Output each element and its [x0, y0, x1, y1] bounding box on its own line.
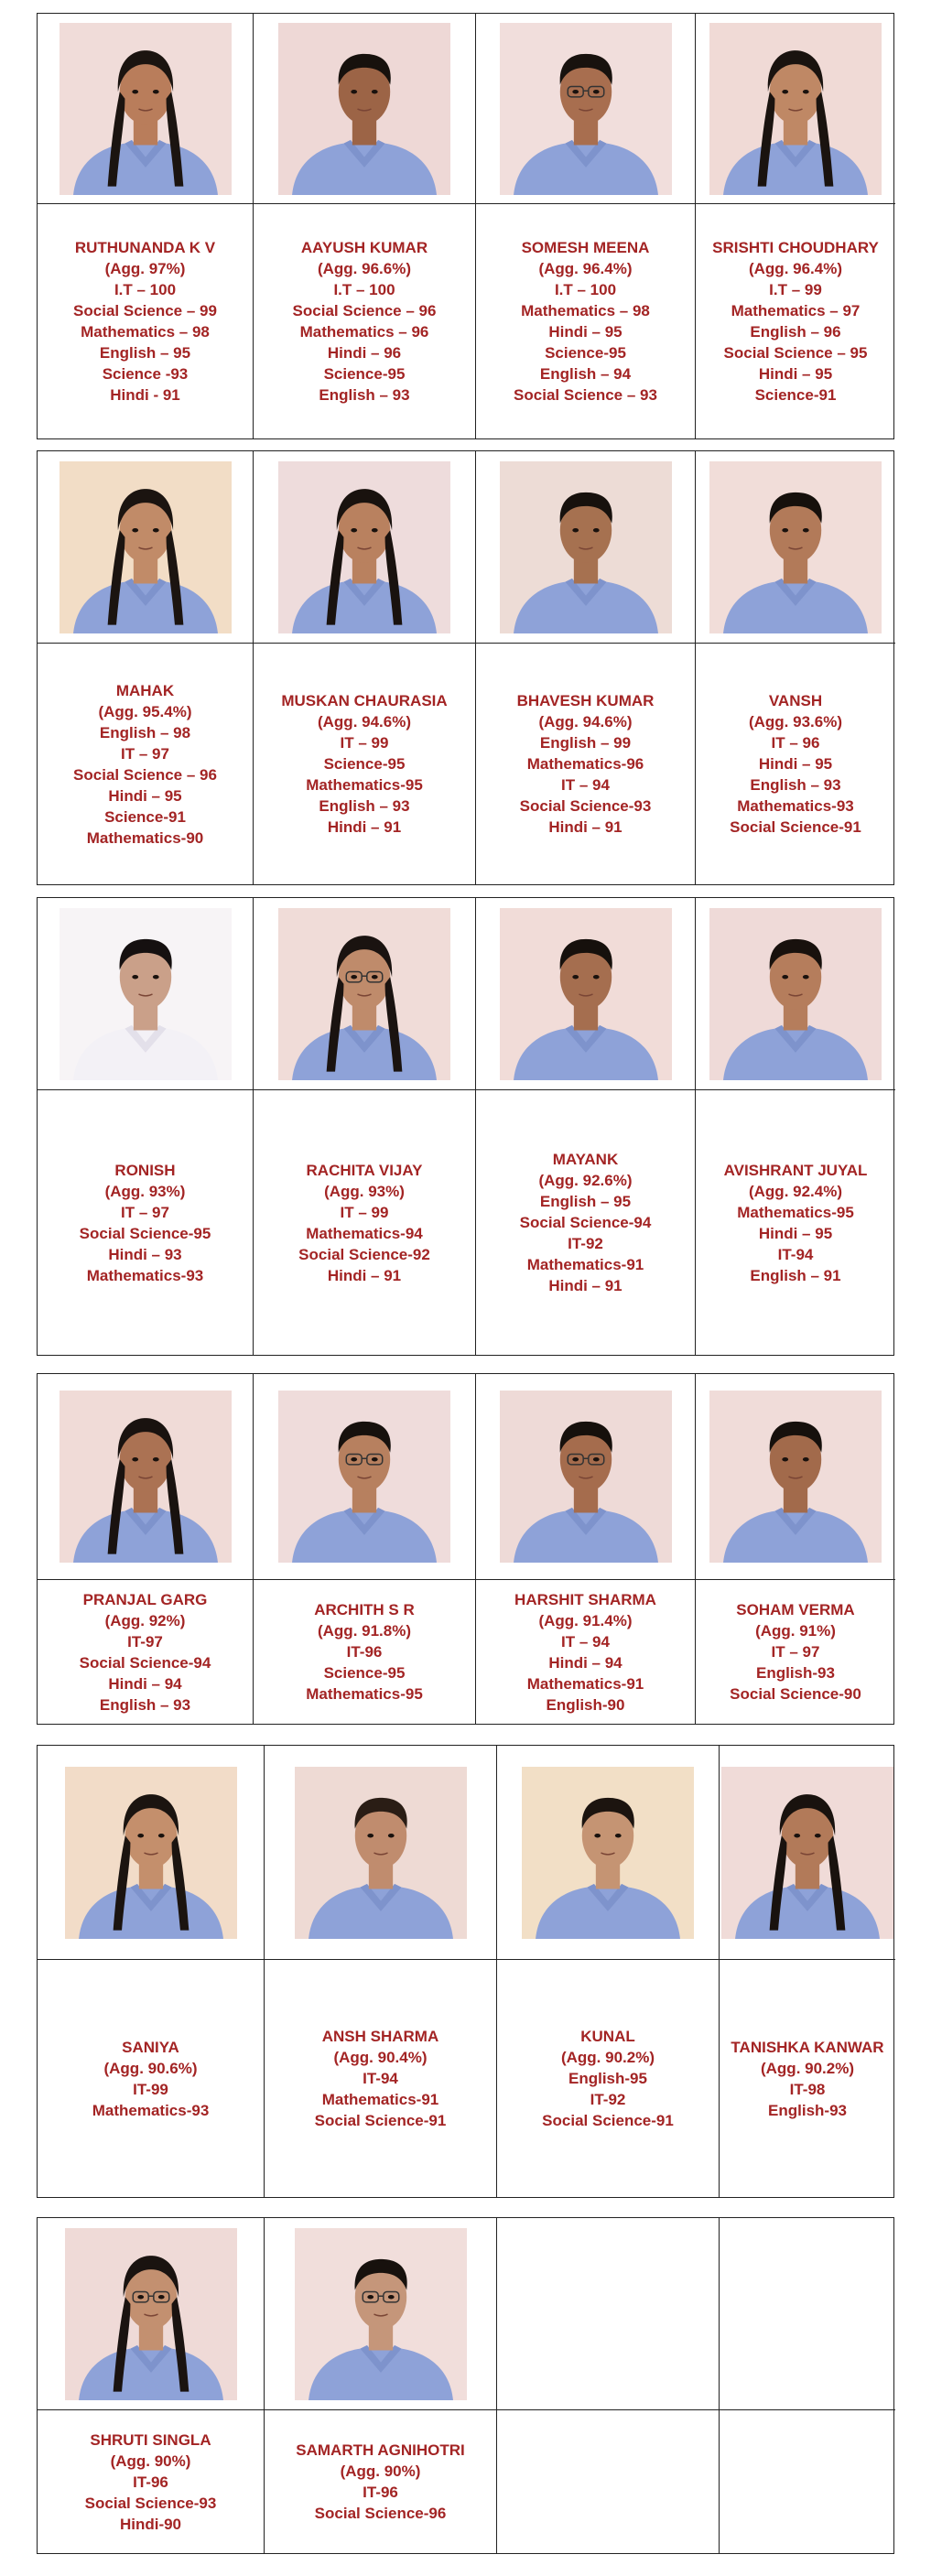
subject-score: Mathematics-95 — [306, 1685, 423, 1703]
student-info-cell — [476, 1580, 696, 1724]
aggregate-score: (Agg. 96.6%) — [317, 260, 411, 277]
subject-score: English – 95 — [99, 344, 191, 362]
photo-cell — [38, 1374, 254, 1580]
student-details — [85, 2430, 217, 2535]
student-details — [730, 1599, 861, 1705]
aggregate-score: (Agg. 90.2%) — [560, 2049, 655, 2066]
student-name: SRISHTI CHOUDHARY — [712, 239, 879, 256]
aggregate-score: (Agg. 93%) — [104, 1182, 186, 1200]
subject-score: Social Science-94 — [519, 1214, 652, 1231]
student-info-cell — [696, 644, 895, 884]
student-name: VANSH — [768, 692, 823, 709]
student-photo — [295, 2228, 467, 2400]
student-photo — [709, 1391, 882, 1563]
aggregate-score: (Agg. 93%) — [324, 1182, 405, 1200]
photo-cell — [38, 451, 254, 644]
student-name: RUTHUNANDA K V — [74, 239, 216, 256]
subject-score: Science-91 — [754, 386, 837, 404]
photo-cell — [720, 2218, 895, 2410]
student-name: BHAVESH KUMAR — [516, 692, 655, 709]
subject-score: IT-92 — [568, 1235, 603, 1252]
subject-score: IT-96 — [363, 2484, 398, 2501]
student-name: MAYANK — [552, 1151, 619, 1168]
subject-score: Hindi – 94 — [548, 1653, 622, 1672]
subject-score: Mathematics-95 — [737, 1203, 854, 1221]
subject-score: Hindi – 94 — [108, 1674, 182, 1693]
student-details — [517, 690, 655, 838]
subject-score: Mathematics – 96 — [299, 323, 429, 341]
student-info-cell — [696, 1580, 895, 1724]
aggregate-score: (Agg. 90.6%) — [103, 2059, 198, 2077]
subject-score: Hindi - 91 — [110, 386, 180, 404]
student-info-cell — [254, 1090, 476, 1355]
student-details — [73, 237, 217, 406]
student-info-cell — [38, 1580, 254, 1724]
subject-score: IT-99 — [133, 2080, 168, 2098]
student-info-cell — [254, 1580, 476, 1724]
student-name: AAYUSH KUMAR — [300, 239, 428, 256]
student-photo — [721, 1767, 893, 1939]
student-details — [296, 2440, 464, 2524]
student-name: RONISH — [114, 1161, 176, 1179]
student-details — [73, 680, 217, 849]
subject-score: Mathematics – 98 — [81, 323, 210, 341]
student-details — [293, 237, 437, 406]
subject-score: Science-95 — [323, 1664, 406, 1682]
subject-score: Social Science-95 — [79, 1224, 211, 1242]
photo-cell — [265, 2218, 497, 2410]
photo-cell — [696, 451, 895, 644]
student-photo — [709, 461, 882, 633]
student-info-cell — [476, 1090, 696, 1355]
student-name: AVISHRANT JUYAL — [723, 1161, 868, 1179]
student-photo — [278, 908, 450, 1080]
subject-score: Social Science – 99 — [73, 302, 217, 319]
student-details — [724, 1160, 868, 1286]
subject-score: Hindi – 91 — [548, 1277, 622, 1294]
student-photo — [65, 2228, 237, 2400]
aggregate-score: (Agg. 91%) — [755, 1622, 836, 1640]
subject-score: Social Science – 96 — [292, 302, 437, 319]
subject-score: English – 93 — [750, 776, 841, 794]
subject-score: Social Science-94 — [79, 1653, 211, 1672]
student-info-cell — [720, 1960, 895, 2197]
subject-score: I.T – 100 — [554, 281, 617, 298]
aggregate-score: (Agg. 97%) — [104, 260, 186, 277]
student-info-cell — [476, 644, 696, 884]
aggregate-score: (Agg. 90.4%) — [333, 2049, 428, 2066]
student-info-cell — [265, 1960, 497, 2197]
student-info-cell — [696, 1090, 895, 1355]
subject-score: Hindi – 95 — [108, 786, 182, 805]
student-photo — [65, 1767, 237, 1939]
subject-score: IT-94 — [777, 1245, 814, 1263]
photo-cell — [497, 1746, 720, 1960]
subject-score: Science-95 — [545, 344, 626, 362]
subject-score: Mathematics-93 — [86, 1266, 204, 1284]
student-photo — [278, 23, 450, 195]
subject-score: English-93 — [768, 2101, 847, 2119]
subject-score: IT-97 — [127, 1632, 163, 1651]
student-details — [306, 1599, 423, 1705]
toppers-block — [37, 13, 894, 439]
subject-score: English – 93 — [319, 386, 410, 404]
subject-score: Mathematics-90 — [86, 828, 204, 847]
student-name: ANSH SHARMA — [321, 2028, 439, 2045]
subject-score: Mathematics-94 — [306, 1224, 423, 1242]
photo-cell — [265, 1746, 497, 1960]
toppers-block — [37, 897, 894, 1356]
photo-cell — [476, 14, 696, 204]
student-info-cell — [38, 2410, 265, 2553]
student-info-cell — [38, 1960, 265, 2197]
subject-score: IT-92 — [590, 2091, 626, 2108]
subject-score: Mathematics-93 — [737, 797, 854, 815]
subject-score: Science-95 — [323, 365, 406, 383]
subject-score: Mathematics-95 — [306, 776, 423, 794]
student-name: SOMESH MEENA — [521, 239, 650, 256]
student-name: SAMARTH AGNIHOTRI — [296, 2441, 465, 2459]
student-name: SANIYA — [122, 2038, 179, 2056]
subject-score: Hindi – 91 — [548, 818, 622, 836]
subject-score: Social Science-91 — [730, 818, 861, 836]
student-details — [542, 2026, 674, 2131]
subject-score: Science-95 — [323, 755, 406, 773]
aggregate-score: (Agg. 91.4%) — [538, 1611, 633, 1629]
subject-score: IT – 97 — [121, 1203, 169, 1221]
subject-score: Mathematics-93 — [92, 2101, 210, 2119]
photo-cell — [476, 898, 696, 1090]
photo-cell — [254, 14, 476, 204]
aggregate-score: (Agg. 92.4%) — [748, 1182, 843, 1200]
student-details — [731, 2037, 883, 2121]
student-info-cell — [476, 204, 696, 438]
aggregate-score: (Agg. 94.6%) — [317, 713, 412, 731]
student-name: RACHITA VIJAY — [306, 1161, 423, 1179]
student-info-cell — [497, 1960, 720, 2197]
student-details — [298, 1160, 430, 1286]
subject-score: Hindi – 91 — [327, 818, 402, 836]
student-info-cell — [254, 204, 476, 438]
student-photo — [278, 1391, 450, 1563]
student-info-cell — [696, 204, 895, 438]
student-photo — [60, 23, 232, 195]
photo-cell — [254, 451, 476, 644]
aggregate-score: (Agg. 90%) — [110, 2452, 191, 2470]
aggregate-score: (Agg. 92.6%) — [538, 1172, 633, 1189]
student-photo — [709, 23, 882, 195]
subject-score: I.T – 99 — [769, 281, 822, 298]
aggregate-score: (Agg. 92%) — [104, 1611, 186, 1629]
subject-score: IT – 99 — [340, 734, 389, 752]
student-photo — [60, 1391, 232, 1563]
photo-cell — [696, 1374, 895, 1580]
subject-score: English – 96 — [750, 323, 841, 341]
photo-cell — [476, 1374, 696, 1580]
subject-score: Mathematics-96 — [526, 755, 644, 773]
student-details — [80, 1589, 211, 1716]
subject-score: IT – 97 — [121, 744, 169, 763]
subject-score: Social Science-93 — [84, 2494, 217, 2512]
student-name: MUSKAN CHAURASIA — [281, 692, 448, 709]
subject-score: Hindi – 95 — [548, 323, 622, 341]
student-details — [712, 237, 879, 406]
student-details — [80, 1160, 211, 1286]
subject-score: Social Science – 96 — [73, 765, 217, 784]
subject-score: IT – 94 — [561, 1632, 610, 1651]
subject-score: Science-91 — [104, 807, 186, 826]
student-name: KUNAL — [580, 2028, 635, 2045]
student-photo — [709, 908, 882, 1080]
subject-score: English – 94 — [539, 365, 632, 383]
subject-score: IT-94 — [363, 2070, 398, 2087]
subject-score: English – 95 — [539, 1193, 632, 1210]
aggregate-score: (Agg. 93.6%) — [748, 713, 842, 731]
student-info-cell — [720, 2410, 895, 2553]
student-photo — [500, 1391, 672, 1563]
subject-score: Hindi – 95 — [758, 365, 833, 383]
student-name: SHRUTI SINGLA — [90, 2430, 211, 2449]
subject-score: Hindi – 95 — [758, 1224, 833, 1242]
photo-cell — [38, 1746, 265, 1960]
photo-cell — [254, 898, 476, 1090]
subject-score: Social Science – 95 — [723, 344, 868, 362]
subject-score: English – 91 — [750, 1266, 841, 1284]
photo-cell — [38, 14, 254, 204]
student-photo — [500, 23, 672, 195]
aggregate-score: (Agg. 90.2%) — [760, 2059, 855, 2077]
subject-score: IT-96 — [133, 2473, 168, 2491]
subject-score: English-93 — [756, 1664, 835, 1682]
subject-score: Social Science-96 — [314, 2505, 447, 2522]
aggregate-score: (Agg. 94.6%) — [538, 713, 633, 731]
photo-cell — [720, 1746, 895, 1960]
subject-score: English-95 — [568, 2070, 647, 2087]
student-photo — [295, 1767, 467, 1939]
student-info-cell — [497, 2410, 720, 2553]
student-name: SOHAM VERMA — [736, 1601, 855, 1618]
subject-score: Social Science-92 — [298, 1245, 430, 1263]
subject-score: Hindi-90 — [119, 2515, 182, 2533]
subject-score: English – 99 — [539, 734, 632, 752]
student-details — [514, 237, 657, 406]
aggregate-score: (Agg. 95.4%) — [98, 702, 192, 720]
subject-score: English – 93 — [99, 1695, 191, 1714]
subject-score: Mathematics – 97 — [731, 302, 861, 319]
subject-score: I.T – 100 — [114, 281, 177, 298]
photo-cell — [38, 898, 254, 1090]
photo-cell — [38, 2218, 265, 2410]
aggregate-score: (Agg. 90%) — [340, 2462, 421, 2480]
student-photo — [60, 461, 232, 633]
subject-score: English-90 — [546, 1695, 625, 1714]
student-info-cell — [265, 2410, 497, 2553]
subject-score: IT-98 — [789, 2080, 826, 2098]
student-name: ARCHITH S R — [314, 1601, 415, 1618]
subject-score: Mathematics-91 — [526, 1256, 644, 1273]
subject-score: IT-96 — [346, 1643, 383, 1661]
subject-score: Hindi – 91 — [327, 1266, 402, 1284]
aggregate-score: (Agg. 91.8%) — [317, 1622, 412, 1640]
student-name: HARSHIT SHARMA — [514, 1590, 656, 1608]
subject-score: I.T – 100 — [333, 281, 395, 298]
photo-cell — [476, 451, 696, 644]
photo-cell — [696, 898, 895, 1090]
toppers-block — [37, 2217, 894, 2554]
student-info-cell — [38, 204, 254, 438]
aggregate-score: (Agg. 96.4%) — [538, 260, 633, 277]
subject-score: Social Science – 93 — [514, 386, 657, 404]
student-name: MAHAK — [115, 681, 175, 699]
subject-score: Mathematics-91 — [526, 1674, 644, 1693]
subject-score: Mathematics-91 — [321, 2091, 439, 2108]
subject-score: English – 98 — [99, 723, 191, 741]
subject-score: Social Science-90 — [730, 1685, 861, 1703]
student-photo — [60, 908, 232, 1080]
student-details — [92, 2037, 210, 2121]
subject-score: Hindi – 96 — [327, 344, 402, 362]
toppers-block — [37, 450, 894, 885]
photo-cell — [254, 1374, 476, 1580]
student-details — [520, 1149, 652, 1296]
photo-cell — [497, 2218, 720, 2410]
aggregate-score: (Agg. 96.4%) — [748, 260, 843, 277]
toppers-block — [37, 1373, 894, 1725]
subject-score: Hindi – 95 — [758, 755, 833, 773]
subject-score: English – 93 — [319, 797, 410, 815]
student-details — [281, 690, 447, 838]
student-photo — [278, 461, 450, 633]
subject-score: IT – 96 — [771, 734, 820, 752]
subject-score: Social Science-91 — [314, 2112, 447, 2129]
subject-score: Social Science-93 — [519, 797, 652, 815]
student-photo — [522, 1767, 694, 1939]
student-photo — [500, 461, 672, 633]
subject-score: IT – 99 — [340, 1203, 389, 1221]
subject-score: IT – 94 — [561, 776, 610, 794]
student-details — [315, 2026, 447, 2131]
student-info-cell — [38, 644, 254, 884]
student-name: PRANJAL GARG — [82, 1590, 208, 1608]
subject-score: Mathematics – 98 — [521, 302, 650, 319]
subject-score: Social Science-91 — [542, 2112, 674, 2129]
student-info-cell — [38, 1090, 254, 1355]
student-details — [730, 690, 861, 838]
photo-cell — [696, 14, 895, 204]
student-photo — [500, 908, 672, 1080]
student-name: TANISHKA KANWAR — [731, 2038, 884, 2056]
subject-score: Science -93 — [102, 365, 189, 383]
subject-score: IT – 97 — [771, 1643, 820, 1661]
subject-score: Hindi – 93 — [108, 1245, 182, 1263]
toppers-block — [37, 1745, 894, 2198]
student-info-cell — [254, 644, 476, 884]
student-details — [514, 1589, 656, 1716]
